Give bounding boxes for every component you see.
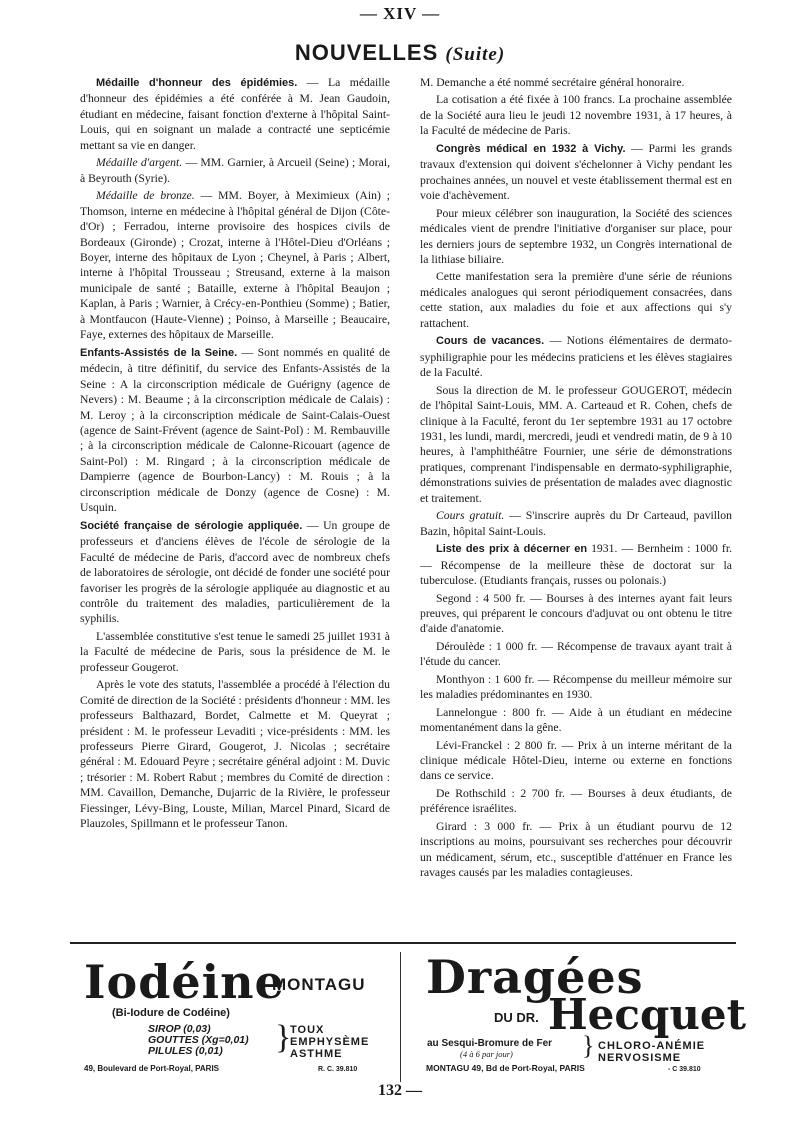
paragraph-heading: Médaille d'argent. xyxy=(96,156,183,170)
ad-iodeine-indications xyxy=(290,1024,369,1060)
ad-iodeine-address: 49, Boulevard de Port-Royal, PARIS xyxy=(84,1064,219,1073)
ad-form-item: PILULES (0,01) xyxy=(148,1045,223,1057)
ad-dragees-dose: (4 à 6 par jour) xyxy=(460,1049,513,1059)
paragraph: M. Demanche a été nommé secrétaire général honoraire. xyxy=(420,76,685,89)
paragraph: Segond : 4 500 fr. — Bourses à des internes ayant fait leurs preuves, qui préparent le concours d'adjuvat ou ont obtenu le titre d'aide d'anatomie. xyxy=(420,591,732,636)
paragraph-heading: Cours de vacances. xyxy=(436,335,545,348)
ad-iodeine-brand: MONTAGU xyxy=(272,975,366,994)
title-subtitle: (Suite) xyxy=(445,44,506,65)
horizontal-rule xyxy=(70,942,736,944)
paragraph-text: 1931. — Bernheim : 1000 fr. — Récompense de la meilleure thèse de doctorat sur la tuberculose. (Etudiants français, russes ou polonais.) xyxy=(420,542,732,588)
paragraph-text: — MM. Boyer, à Meximieux (Ain) ; Thomson, interne en médecine à l'hôpital général de Dijon (Côte-d'Or) ; Ferradou, interne provisoire des hospices civils de Bordeaux (Gironde) ; Crozat, interne à l'Hôtel-Dieu d'Orléans ; Boyer, interne des hôpitaux de Lyon ; Cheynel, à Paris ; Albert, interne à l'hôpital Trousseau ; Streusand, externe à la maison municipale de santé ; Bataille, externe à l'hôpital Beaujon ; Kaplan, à Paris ; Warnier, à Crécy-en-Ponthieu (Somme) ; Batier, à Montfaucon (Haute-Vienne) ; Poinso, à Marseille ; Beaucaire, Faye, externes des hôpitaux de Marseille. xyxy=(80,189,390,342)
paragraph-text: — Notions élémentaires de dermato-syphiligraphie pour les médecins praticiens et les élèves stagiaires de la Faculté. xyxy=(420,334,732,380)
ad-dragees-rc: - C 39.810 xyxy=(668,1066,701,1073)
paragraph-heading: Médaille de bronze. xyxy=(96,189,195,203)
ad-indication: NERVOSISME xyxy=(598,1052,682,1064)
paragraph-heading: Enfants-Assistés de la Seine. xyxy=(80,346,238,359)
ad-divider xyxy=(400,952,401,1082)
page-title xyxy=(0,40,800,66)
paragraph: Pour mieux célébrer son inauguration, la Société des sciences médicales vient de prendre l'initiative d'organiser sur place, pour les derniers jours de septembre 1932, un Congrès international de la lithiase biliaire. xyxy=(420,206,732,266)
ad-form-item: GOUTTES (Xg=0,01) xyxy=(148,1034,249,1046)
paragraph-heading: Médaille d'honneur des épidémies. xyxy=(96,77,298,89)
paragraph-heading: Liste des prix à décerner en xyxy=(436,543,588,556)
paragraph-heading: Cours gratuit. xyxy=(436,509,505,523)
paragraph xyxy=(80,518,390,627)
right-column xyxy=(420,75,732,883)
paragraph xyxy=(420,508,732,539)
paragraph-heading: Société française de sérologie appliquée. xyxy=(80,519,303,532)
ad-indication: EMPHYSÈME xyxy=(290,1036,370,1048)
ad-dragees-indications xyxy=(598,1040,705,1064)
paragraph-text: — MM. Garnier, à Arcueil (Seine) ; Morai, à Beyrouth (Syrie). xyxy=(80,156,390,185)
paragraph: Sous la direction de M. le professeur GOUGEROT, médecin de l'hôpital Saint-Louis, MM. A. Carteaud et R. Cohen, chefs de clinique à la Faculté, feront du 1er septembre 1931 au 17 octobre 1931, les lundi, mardi, mercredi, jeudi et vendredi matin, de 9 à 10 heures, à l'amphithéâtre Fournier, une série de démonstrations pratiques, comprenant l'indispensable en dermato-syphiligraphie, démonstrations suivies de présentation de malades avec diagnostic et traitement. xyxy=(420,383,732,505)
paragraph: Lévi-Franckel : 2 800 fr. — Prix à un interne méritant de la clinique médicale Hôtel-Dieu, interne ou externe en fonctions dans ce service. xyxy=(420,738,732,783)
paragraph xyxy=(420,141,732,204)
paragraph: Cette manifestation sera la première d'une série de réunions médicales analogues qui seront périodiquement consacrées, dans cette station, aux maladies du foie et aux affections qui s'y rattachent. xyxy=(420,270,732,330)
ad-dragees-title: Dragées xyxy=(426,950,644,1004)
ad-dragees-composition: au Sesqui-Bromure de Fer xyxy=(427,1038,553,1049)
paragraph-text: — S'inscrire auprès du Dr Carteaud, pavillon Bazin, hôpital Saint-Louis. xyxy=(420,509,732,538)
ad-dragees-du: DU DR. xyxy=(494,1010,539,1025)
ad-iodeine-forms xyxy=(148,1024,249,1057)
ad-dragees-name: Hecquet xyxy=(548,990,747,1039)
brace-icon: } xyxy=(582,1031,595,1060)
page-footer-number: 132 — xyxy=(378,1082,422,1099)
title-text: NOUVELLES xyxy=(294,40,439,65)
paragraph-text: — Sont nommés en qualité de médecin, à titre définitif, du service des Enfants-Assistés de la Seine : A la circonscription médicale de Guérigny (agence de Nevers) : M. Beaume ; à la circonscription médicale de Calais) : M. Leroy ; à la circonscription médicale de Saint-Calais-Ouest (agence de Saint-Frévent (agence de Saint-Pol) : M. Rembauville ; à la circonscription médicale de Calonne-Ricouart (agence de Saint-Pol) : M. Ringard ; à la circonscription médicale de Dampierre (agence de Bourbon-Lancy) : M. Rouis ; à la circonscription médicale de Donzy (agence de Cosne) : M. Usquin. xyxy=(80,345,390,515)
brace-icon: } xyxy=(275,1019,292,1056)
ad-indication: ASTHME xyxy=(290,1048,343,1060)
paragraph: Lannelongue : 800 fr. — Aide à un étudiant en médecine momentanément dans la gêne. xyxy=(420,705,732,735)
paragraph: L'assemblée constitutive s'est tenue le samedi 25 juillet 1931 à la Faculté de médecine de Paris, sous la présidence de M. le professeur Gougerot. xyxy=(80,629,390,674)
paragraph-text: — Parmi les grands travaux d'extension qui doivent s'échelonner à Vichy pendant les prochaines années, un nouvel et veste établissement thermal est en voie d'achèvement. xyxy=(420,141,732,203)
paragraph xyxy=(80,155,390,186)
paragraph: Après le vote des statuts, l'assemblée a procédé à l'élection du Comité de direction de la Société : présidents d'honneur : MM. les professeurs Balthazard, Bordet, Calmette et M. Queyrat ; président : M. le professeur Levaditi ; vice-présidents : MM. les professeurs Pierre Girard, Gougerot, J. Nicolas ; secrétaire général : M. Edouard Peyre ; secrétaire général adjoint : M. Duvic ; trésorier : M. Robert Rabut ; membres du Comité de direction : MM. Cavaillon, Demanche, Dujarric de la Rivière, le professeur Fiessinger, Lévy-Bing, Louste, Milian, Marcel Pinard, Sicard de Plauzoles, Spillmann et le professeur Tanon. xyxy=(80,678,390,831)
left-column xyxy=(80,75,390,834)
paragraph: Monthyon : 1 600 fr. — Récompense du meilleur mémoire sur les maladies prédominantes en 1930. xyxy=(420,672,732,702)
ad-indication: CHLORO-ANÉMIE xyxy=(598,1040,706,1052)
paragraph xyxy=(80,75,390,153)
ad-iodeine-subtitle: (Bi-Iodure de Codéine) xyxy=(112,1007,230,1019)
ad-form-item: SIROP (0,03) xyxy=(148,1023,211,1035)
paragraph xyxy=(420,541,732,588)
ad-iodeine-title: Iodéine xyxy=(84,955,285,1009)
paragraph: Girard : 3 000 fr. — Prix à un étudiant pourvu de 12 inscriptions au moins, poursuivant ses recherches pour découvrir un médicament, sérum, etc., susceptible d'atténuer en France les ravages causés par les maladies contagieuses. xyxy=(420,819,732,880)
paragraph xyxy=(420,333,732,380)
paragraph-text: — La médaille d'honneur des épidémies a été conférée à M. Jean Gaudoin, étudiant en médecine, faisant fonction d'externe à l'hôpital Saint-Louis, qui en soignant un malade a contracté une septicémie mettant sa vie en danger. xyxy=(80,76,390,152)
paragraph-heading: Congrès médical en 1932 à Vichy. xyxy=(436,142,626,155)
paragraph: Déroulède : 1 000 fr. — Récompense de travaux ayant trait à l'étude du cancer. xyxy=(420,639,732,669)
paragraph: De Rothschild : 2 700 fr. — Bourses à deux étudiants, de préférence israélites. xyxy=(420,786,732,816)
paragraph xyxy=(80,188,390,343)
page-number-header: — XIV — xyxy=(359,4,441,23)
paragraph xyxy=(80,345,390,516)
ad-indication: TOUX xyxy=(290,1024,325,1036)
paragraph-text: — Un groupe de professeurs et d'anciens élèves de l'école de sérologie de la Faculté de médecine de Paris, d'accord avec de nombreux chefs de laboratoires de sérologie, ont décidé de fonder une société pour favoriser les progrès de la sérologie appliquée au diagnostic et au contrôle du traitement des maladies, particulièrement de la syphilis. xyxy=(80,518,390,626)
ad-iodeine-rc: R. C. 39.810 xyxy=(318,1066,358,1073)
ad-dragees-address: MONTAGU 49, Bd de Port-Royal, PARIS xyxy=(426,1063,585,1073)
paragraph: La cotisation a été fixée à 100 francs. La prochaine assemblée de la Société aura lieu le jeudi 12 novembre 1931, à 17 heures, à la Faculté de médecine de Paris. xyxy=(420,93,732,138)
